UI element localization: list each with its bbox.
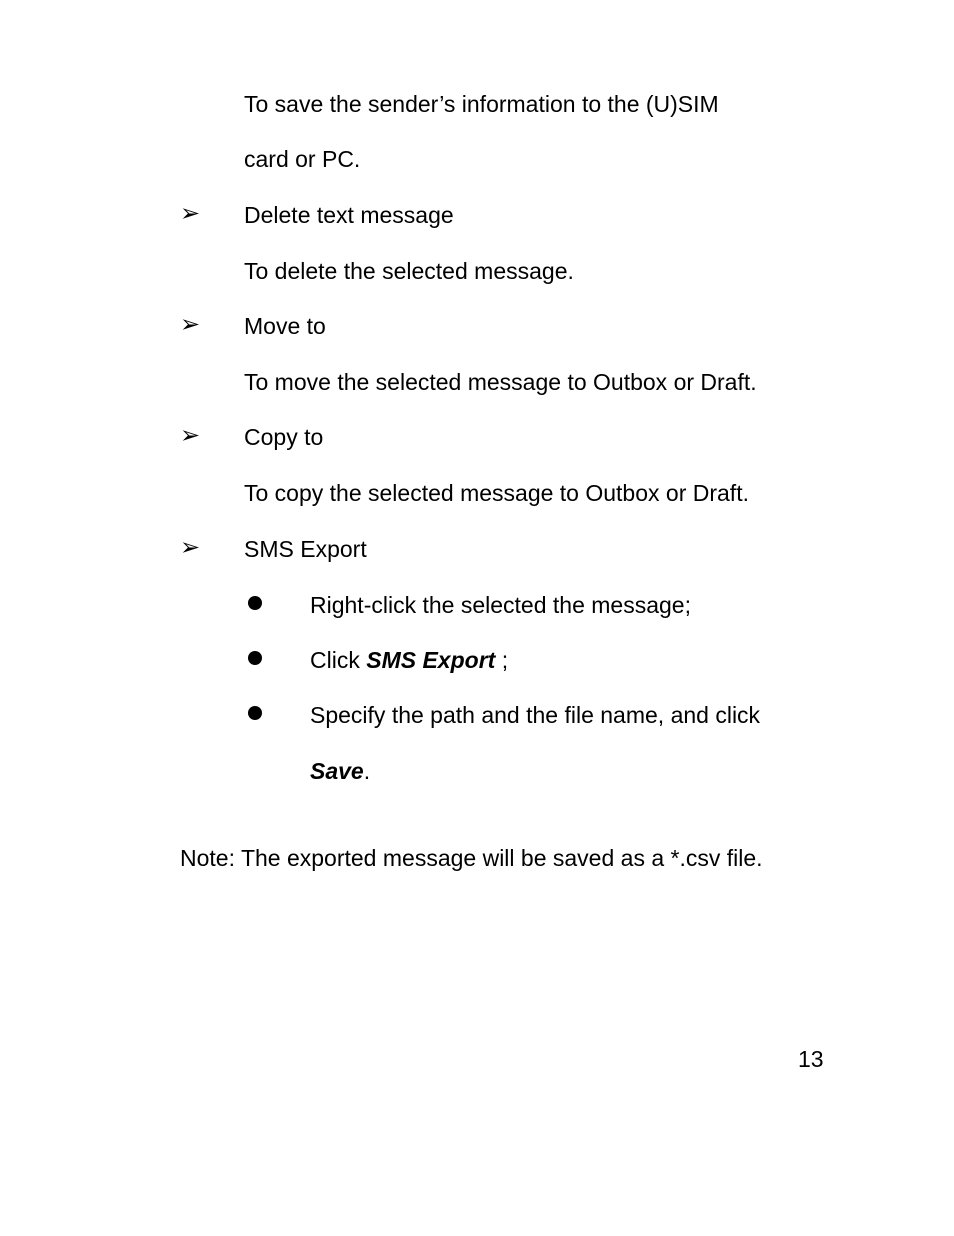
item-title-delete: Delete text message [244, 202, 454, 228]
dot-bullet-icon [248, 596, 262, 610]
intro-line-1: To save the sender’s information to the (U)SIM [244, 91, 719, 117]
step3-suffix: . [363, 758, 371, 784]
dot-bullet-icon [248, 706, 262, 720]
step2-prefix: Click [310, 647, 367, 673]
dot-bullet-icon [248, 651, 262, 665]
export-step-2 [310, 645, 508, 675]
note-text: Note: The exported message will be saved as a *.csv file. [180, 845, 763, 871]
item-desc-delete: To delete the selected message. [244, 258, 574, 284]
item-title-sms-export: SMS Export [244, 536, 367, 562]
item-title-move: Move to [244, 313, 326, 339]
step3-bold-label: Save [310, 758, 364, 784]
export-step-1: Right-click the selected the message; [310, 592, 691, 618]
item-title-copy: Copy to [244, 424, 324, 450]
arrow-bullet-icon: ➢ [180, 534, 201, 561]
item-desc-move: To move the selected message to Outbox or Draft. [244, 369, 757, 395]
step2-suffix: ; [495, 647, 509, 673]
intro-line-2: card or PC. [244, 146, 361, 172]
arrow-bullet-icon: ➢ [180, 422, 201, 449]
item-desc-copy: To copy the selected message to Outbox or Draft. [244, 480, 749, 506]
export-step-3-line-1: Specify the path and the file name, and click [310, 702, 761, 728]
arrow-bullet-icon: ➢ [180, 311, 201, 338]
export-step-3-line-2 [310, 756, 370, 786]
step2-bold-label: SMS Export [366, 647, 496, 673]
arrow-bullet-icon: ➢ [180, 200, 201, 227]
page-number: 13 [798, 1046, 824, 1072]
